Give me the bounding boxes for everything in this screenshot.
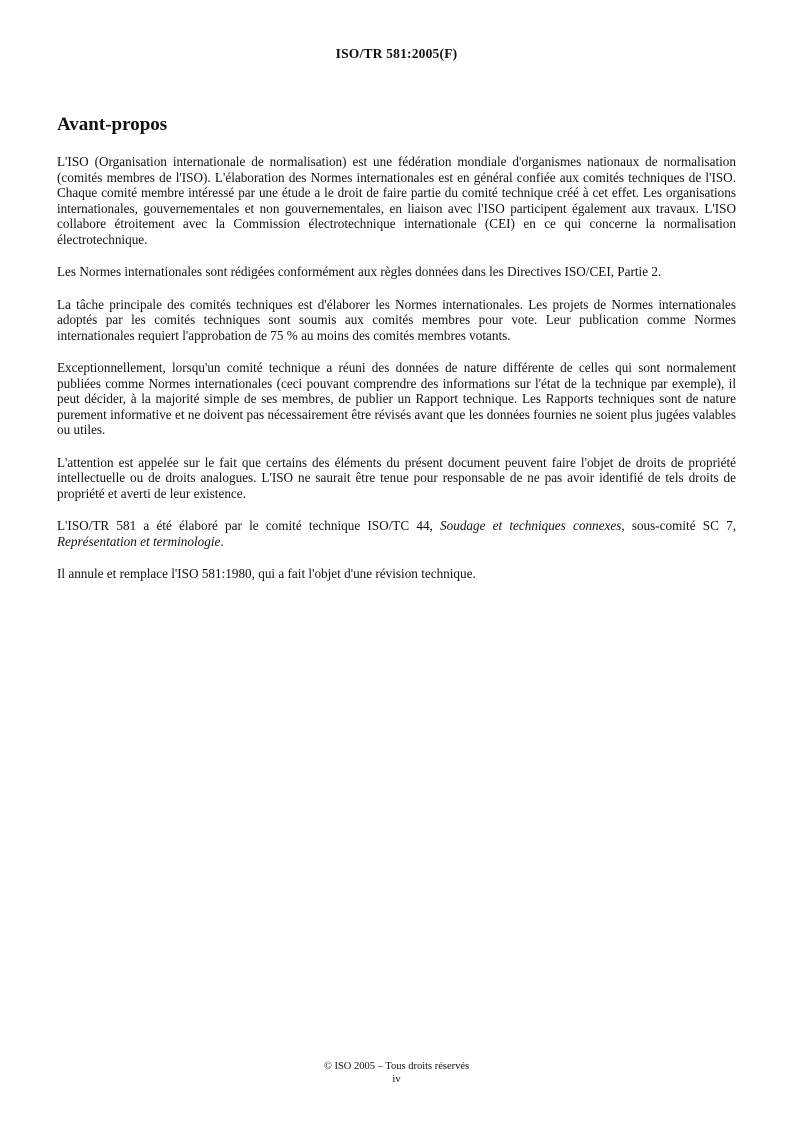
committee-text-1: L'ISO/TR 581 a été élaboré par le comité technique ISO/TC 44, xyxy=(57,518,441,533)
paragraph-main-task: La tâche principale des comités techniques est d'élaborer les Normes internationales. Les projets de Normes internationales adoptés par les comités techniques sont soumis aux comités membres pour vote. Leur publication comme Normes internationales requiert l'approbation de 75 % au moins des comités membres votants. xyxy=(57,296,736,343)
foreword-body xyxy=(57,154,736,599)
paragraph-replacement: Il annule et remplace l'ISO 581:1980, qui a fait l'objet d'une révision technique. xyxy=(57,566,476,581)
committee-name: Soudage et techniques connexes xyxy=(440,518,622,533)
paragraph-technical-reports: Exceptionnellement, lorsqu'un comité technique a réuni des données de nature différente de celles qui sont normalement publiées comme Normes internationales (ceci pouvant comprendre des informations sur l'état de la technique par exemple), il peut décider, à la majorité simple de ses membres, de publier un Rapport technique. Les Rapports techniques sont de nature purement informative et ne doivent pas nécessairement être révisés avant que les données fournies ne soient plus jugées valables ou utiles. xyxy=(57,360,736,437)
paragraph-iso-organisation: L'ISO (Organisation internationale de normalisation) est une fédération mondiale d'organismes nationaux de normalisation (comités membres de l'ISO). L'élaboration des Normes internationales est en général confiée aux comités techniques de l'ISO. Chaque comité membre intéressé par une étude a le droit de faire partie du comité technique créé à cet effet. Les organisations internationales, gouvernementales et non gouvernementales, en liaison avec l'ISO participent également aux travaux. L'ISO collabore étroitement avec la Commission électrotechnique internationale (CEI) en ce qui concerne la normalisation électrotechnique. xyxy=(57,154,736,247)
committee-text-3: . xyxy=(220,533,224,549)
copyright-notice: © ISO 2005 – Tous droits réservés xyxy=(323,1061,470,1072)
paragraph-patent-rights: L'attention est appelée sur le fait que certains des éléments du présent document peuvent faire l'objet de droits de propriété intellectuelle ou de droits analogues. L'ISO ne saurait être tenue pour responsable de ne pas avoir identifié de tels droits de propriété et averti de leur existence. xyxy=(57,454,736,501)
page-number: iv xyxy=(392,1074,401,1085)
paragraph-directives: Les Normes internationales sont rédigées conformément aux règles données dans les Directives ISO/CEI, Partie 2. xyxy=(57,264,662,279)
subcommittee-name: Représentation et terminologie xyxy=(57,533,221,549)
page-footer xyxy=(0,1060,793,1086)
committee-text-2: , sous-comité SC 7, xyxy=(621,518,736,533)
section-title: Avant-propos xyxy=(57,114,168,135)
document-reference: ISO/TR 581:2005(F) xyxy=(335,46,458,61)
paragraph-committee xyxy=(57,518,736,549)
